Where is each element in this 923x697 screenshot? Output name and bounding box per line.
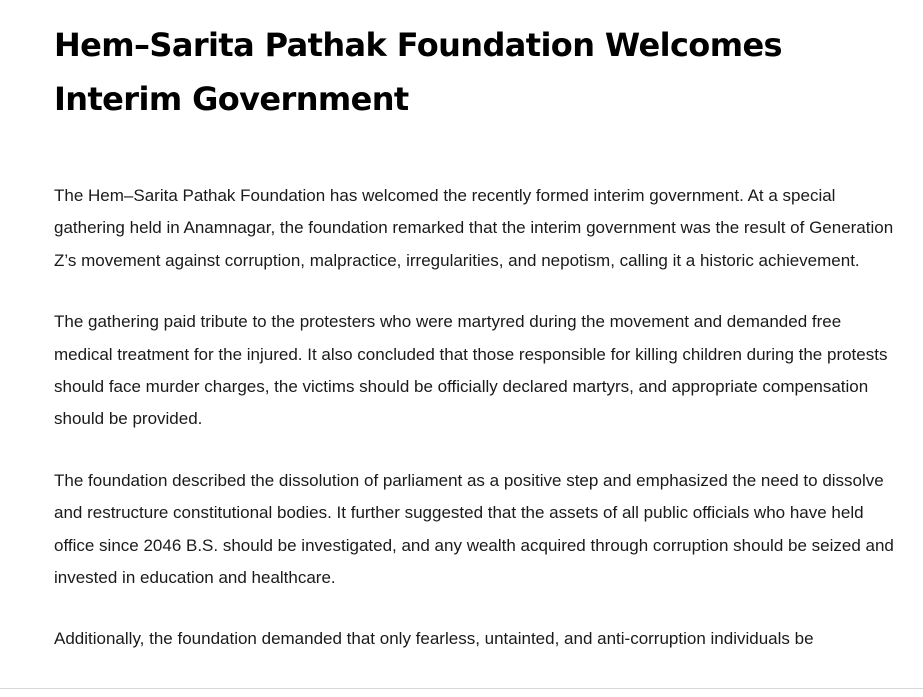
article [54, 18, 894, 685]
article-paragraph-1: The Hem–Sarita Pathak Foundation has welcomed the recently formed interim government. At a special gathering held in Anamnagar, the foundation remarked that the interim government was the result of Generation Z’s movement against corruption, malpractice, irregularities, and nepotism, calling it a historic achievement. [54, 186, 894, 270]
article-paragraph-2: The gathering paid tribute to the protesters who were martyred during the movement and demanded free medical treatment for the injured. It also concluded that those responsible for killing children during the protests should face murder charges, the victims should be officially declared martyrs, and appropriate compensation should be provided. [54, 312, 888, 429]
article-paragraph-3: The foundation described the dissolution of parliament as a positive step and emphasized the need to dissolve and restructure constitutional bodies. It further suggested that the assets of all public officials who have held office since 2046 B.S. should be investigated, and any wealth acquired through corruption should be seized and invested in education and healthcare. [54, 470, 894, 588]
article-body [54, 180, 894, 656]
article-title: Hem–Sarita Pathak Foundation Welcomes Interim Government [54, 26, 782, 118]
article-paragraph-4: Additionally, the foundation demanded that only fearless, untainted, and anti-corruption individuals be [54, 629, 814, 649]
page-bottom-divider [0, 688, 923, 689]
